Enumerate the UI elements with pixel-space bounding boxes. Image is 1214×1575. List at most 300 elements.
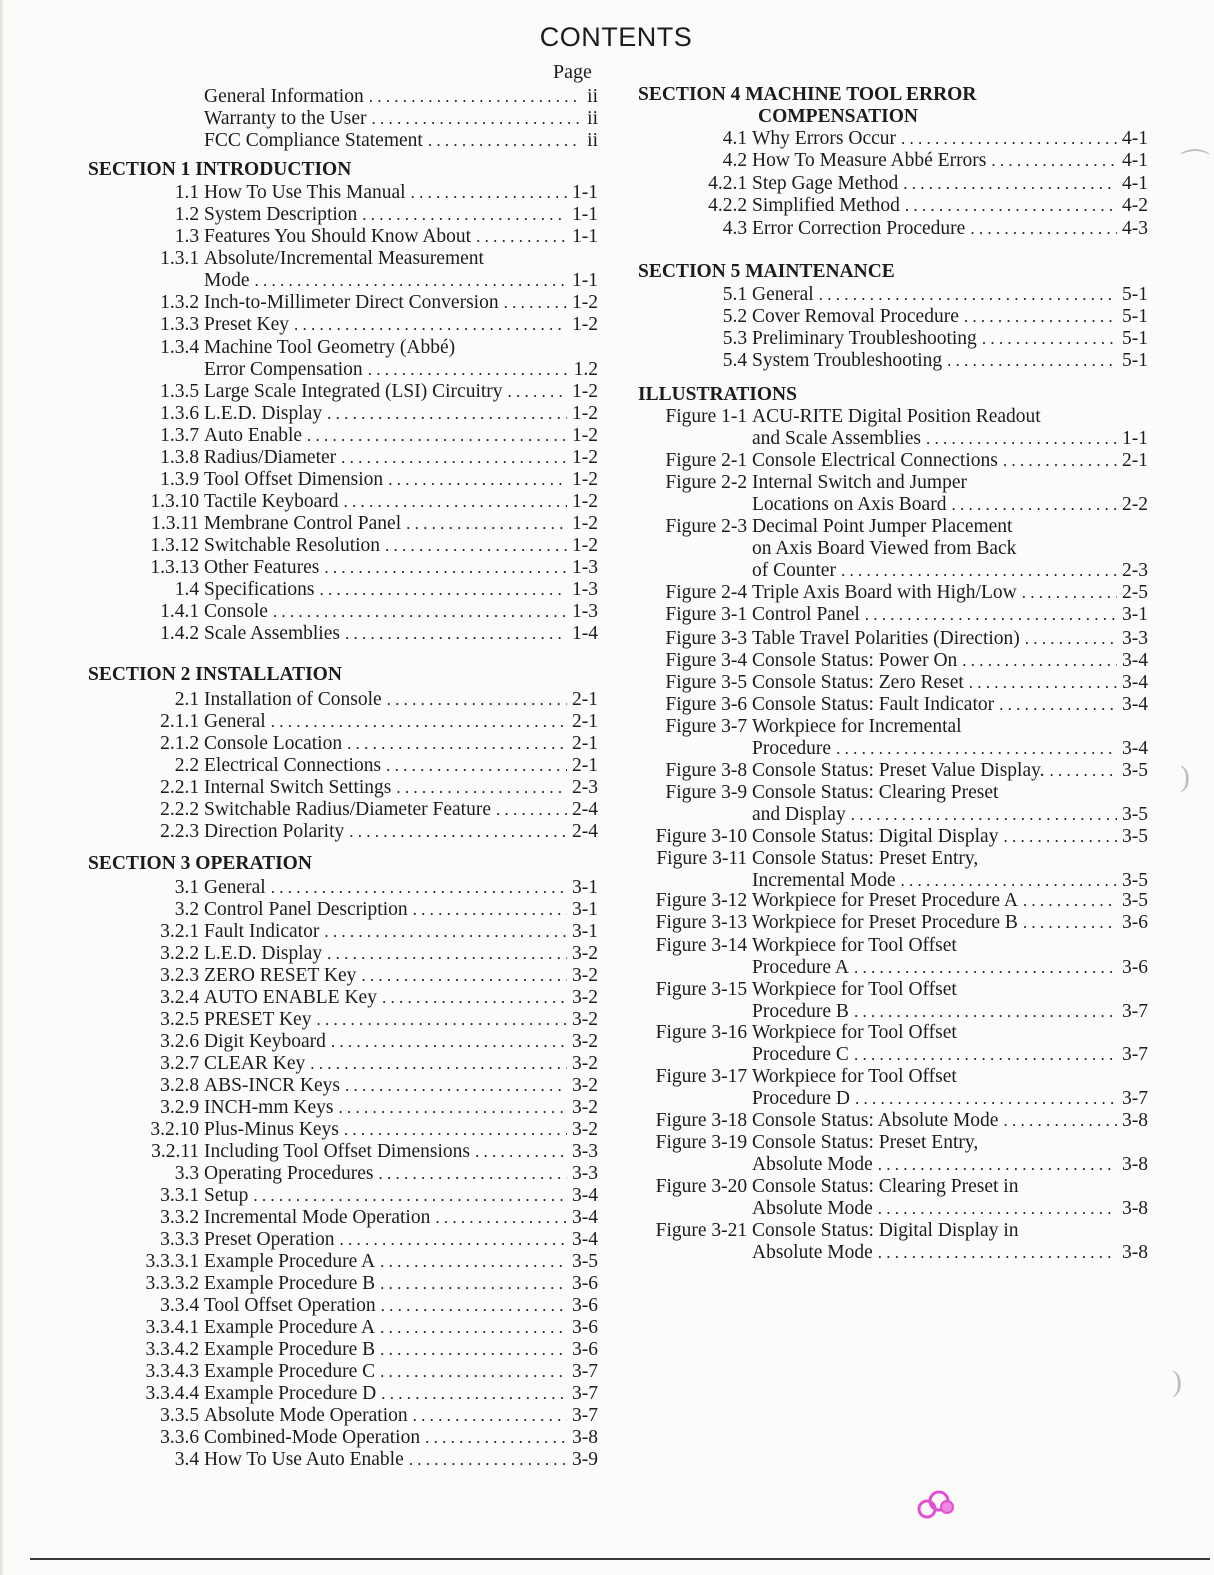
toc-entry bbox=[640, 628, 1148, 650]
dot-leader bbox=[378, 1163, 567, 1185]
entry-title: ZERO RESET Key bbox=[204, 965, 357, 986]
toc-entry bbox=[90, 821, 598, 843]
entry-title: INCH-mm Keys bbox=[204, 1097, 334, 1118]
entry-number: Figure 3-14 bbox=[655, 935, 748, 956]
toc-entry bbox=[90, 1295, 598, 1317]
entry-title: Workpiece for Tool Offset bbox=[752, 1066, 957, 1087]
entry-title: Procedure B bbox=[752, 1001, 849, 1022]
entry-number: 3.3.2 bbox=[160, 1207, 200, 1228]
entry-title: Absolute Mode bbox=[752, 1198, 873, 1219]
dot-leader bbox=[836, 738, 1117, 760]
entry-number: 4.3 bbox=[722, 218, 748, 239]
entry-page: 1-3 bbox=[572, 601, 598, 622]
entry-title: Absolute Mode bbox=[752, 1154, 873, 1175]
entry-number: 1.4 bbox=[174, 579, 200, 600]
entry-number: Figure 3-5 bbox=[665, 672, 748, 693]
toc-entry bbox=[90, 987, 598, 1009]
toc-entry bbox=[90, 1361, 598, 1383]
entry-number: 1.3.11 bbox=[151, 513, 200, 534]
entry-title: Error Correction Procedure bbox=[752, 218, 966, 239]
entry-number: Figure 3-18 bbox=[655, 1110, 748, 1131]
toc-section-heading bbox=[88, 853, 596, 875]
entry-page: 3-7 bbox=[1122, 1001, 1148, 1022]
entry-title: Machine Tool Geometry (Abbé) bbox=[204, 337, 456, 358]
entry-number: 3.3.4.2 bbox=[145, 1339, 200, 1360]
entry-number: 1.3.7 bbox=[160, 425, 200, 446]
entry-title: on Axis Board Viewed from Back bbox=[752, 538, 1017, 559]
entry-title: System Description bbox=[204, 204, 358, 225]
entry-title: Simplified Method bbox=[752, 195, 900, 216]
entry-number: 3.2.8 bbox=[160, 1075, 200, 1096]
dot-leader bbox=[349, 821, 567, 843]
dot-leader bbox=[969, 672, 1117, 694]
entry-title: Example Procedure A bbox=[204, 1251, 376, 1272]
entry-page: 3-2 bbox=[572, 1031, 598, 1052]
dot-leader bbox=[951, 494, 1117, 516]
toc-entry bbox=[640, 716, 1148, 738]
entry-title: Other Features bbox=[204, 557, 320, 578]
entry-number: 3.2.10 bbox=[150, 1119, 200, 1140]
entry-title: Example Procedure D bbox=[204, 1383, 377, 1404]
toc-entry bbox=[90, 965, 598, 987]
entry-number: Figure 2-1 bbox=[665, 450, 748, 471]
entry-number bbox=[90, 108, 204, 130]
entry-number: Figure 3-9 bbox=[665, 782, 748, 803]
dot-leader bbox=[854, 1001, 1117, 1023]
entry-title: Console Status: Fault Indicator bbox=[752, 694, 995, 715]
entry-page: 3-5 bbox=[1122, 890, 1148, 911]
section-title: SECTION 3 OPERATION bbox=[88, 853, 312, 874]
entry-title: Auto Enable bbox=[204, 425, 303, 446]
entry-number: Figure 3-17 bbox=[655, 1066, 748, 1087]
dot-leader bbox=[855, 1088, 1117, 1110]
toc-entry bbox=[90, 403, 598, 425]
dot-leader bbox=[865, 604, 1117, 626]
toc-entry bbox=[640, 582, 1148, 604]
dot-leader bbox=[380, 1251, 567, 1273]
entry-title: Example Procedure B bbox=[204, 1339, 376, 1360]
dot-leader bbox=[344, 491, 567, 513]
dot-leader bbox=[504, 292, 567, 314]
entry-page: 3-6 bbox=[1122, 957, 1148, 978]
dot-leader bbox=[368, 359, 569, 381]
toc-section-heading bbox=[758, 106, 1214, 128]
entry-page: 2-5 bbox=[1122, 582, 1148, 603]
toc-entry bbox=[90, 921, 598, 943]
entry-title: Cover Removal Procedure bbox=[752, 306, 959, 327]
toc-entry bbox=[640, 173, 1148, 195]
entry-page: 1.2 bbox=[573, 359, 598, 380]
entry-title: Tool Offset Operation bbox=[204, 1295, 376, 1316]
toc-entry bbox=[90, 130, 598, 152]
toc-entry-continuation bbox=[640, 1242, 1148, 1264]
dot-leader bbox=[409, 1449, 567, 1471]
toc-entry bbox=[90, 1405, 598, 1427]
entry-page: 5-1 bbox=[1122, 350, 1148, 371]
entry-title: Workpiece for Preset Procedure B bbox=[752, 912, 1018, 933]
toc-entry bbox=[90, 1273, 598, 1295]
dot-leader bbox=[947, 350, 1117, 372]
dot-leader bbox=[338, 1097, 567, 1119]
toc-entry bbox=[90, 1383, 598, 1405]
entry-page: 2-1 bbox=[572, 711, 598, 732]
entry-page: 1-1 bbox=[1122, 428, 1148, 449]
entry-page: 3-8 bbox=[1122, 1242, 1148, 1263]
entry-page: 3-6 bbox=[572, 1317, 598, 1338]
toc-entry bbox=[90, 314, 598, 336]
dot-leader bbox=[1003, 826, 1117, 848]
entry-title: Warranty to the User bbox=[204, 108, 367, 129]
entry-title: Workpiece for Tool Offset bbox=[752, 935, 957, 956]
entry-number: Figure 3-15 bbox=[655, 979, 748, 1000]
entry-page: 3-2 bbox=[572, 1075, 598, 1096]
entry-page: 3-8 bbox=[572, 1427, 598, 1448]
toc-entry bbox=[640, 516, 1148, 538]
dot-leader bbox=[970, 218, 1117, 240]
dot-leader bbox=[428, 130, 582, 152]
entry-number: 1.1 bbox=[174, 182, 200, 203]
entry-page: 5-1 bbox=[1122, 328, 1148, 349]
toc-entry-continuation bbox=[640, 738, 1148, 760]
entry-number: Figure 3-4 bbox=[665, 650, 748, 671]
entry-number: 3.2.7 bbox=[160, 1053, 200, 1074]
dot-leader bbox=[361, 965, 567, 987]
toc-entry bbox=[90, 899, 598, 921]
toc-entry bbox=[90, 1031, 598, 1053]
entry-page: 3-7 bbox=[572, 1383, 598, 1404]
dot-leader bbox=[425, 1427, 567, 1449]
entry-title: Console Status: Preset Value Display. bbox=[752, 760, 1045, 781]
entry-title: Console Location bbox=[204, 733, 343, 754]
dot-leader bbox=[878, 1154, 1117, 1176]
entry-page: ii bbox=[587, 108, 598, 129]
entry-number: 3.2.11 bbox=[151, 1141, 200, 1162]
entry-page: 1-1 bbox=[572, 226, 598, 247]
toc-entry bbox=[90, 711, 598, 733]
entry-page: 3-5 bbox=[1122, 804, 1148, 825]
toc-entry bbox=[640, 1022, 1148, 1044]
dot-leader bbox=[307, 425, 567, 447]
entry-title: Combined-Mode Operation bbox=[204, 1427, 421, 1448]
scan-mark: ⌒ bbox=[1180, 149, 1210, 182]
dot-leader bbox=[413, 899, 567, 921]
dot-leader bbox=[253, 1185, 567, 1207]
entry-page: 3-2 bbox=[572, 943, 598, 964]
dot-leader bbox=[854, 957, 1117, 979]
entry-number: 3.3.5 bbox=[160, 1405, 200, 1426]
entry-number: 2.1.2 bbox=[160, 733, 200, 754]
dot-leader bbox=[324, 557, 567, 579]
entry-title: AUTO ENABLE Key bbox=[204, 987, 377, 1008]
entry-page: 3-9 bbox=[572, 1449, 598, 1470]
toc-entry bbox=[640, 979, 1148, 1001]
toc-entry-continuation bbox=[640, 804, 1148, 826]
toc-entry bbox=[90, 182, 598, 204]
dot-leader bbox=[362, 204, 567, 226]
entry-number: 4.2 bbox=[722, 150, 748, 171]
entry-title: System Troubleshooting bbox=[752, 350, 943, 371]
entry-page: 3-3 bbox=[1122, 628, 1148, 649]
dot-leader bbox=[396, 777, 567, 799]
toc-entry bbox=[90, 337, 598, 359]
entry-title: Membrane Control Panel bbox=[204, 513, 402, 534]
entry-page: 5-1 bbox=[1122, 284, 1148, 305]
entry-title: Switchable Resolution bbox=[204, 535, 381, 556]
entry-number: 1.3.6 bbox=[160, 403, 200, 424]
entry-page: 1-1 bbox=[572, 182, 598, 203]
entry-number: 4.2.2 bbox=[708, 195, 748, 216]
toc-entry-continuation bbox=[640, 1088, 1148, 1110]
entry-page: 3-2 bbox=[572, 965, 598, 986]
dot-leader bbox=[854, 1044, 1117, 1066]
dot-leader bbox=[1003, 1110, 1117, 1132]
entry-page: 3-1 bbox=[572, 899, 598, 920]
toc-entry bbox=[90, 535, 598, 557]
dot-leader bbox=[331, 1031, 567, 1053]
entry-page: 3-3 bbox=[572, 1163, 598, 1184]
entry-page: 1-2 bbox=[572, 491, 598, 512]
toc-entry bbox=[90, 1185, 598, 1207]
toc-entry bbox=[90, 491, 598, 513]
toc-entry bbox=[90, 777, 598, 799]
entry-title: Workpiece for Tool Offset bbox=[752, 979, 957, 1000]
entry-title: Procedure bbox=[752, 738, 832, 759]
dot-leader bbox=[841, 560, 1117, 582]
entry-number bbox=[90, 86, 204, 108]
entry-page: 1-2 bbox=[572, 292, 598, 313]
dot-leader bbox=[327, 403, 567, 425]
toc-entry bbox=[640, 1110, 1148, 1132]
dot-leader bbox=[345, 623, 567, 645]
dot-leader bbox=[991, 150, 1117, 172]
entry-title: Console Status: Preset Entry, bbox=[752, 1132, 979, 1153]
entry-number: Figure 3-12 bbox=[655, 890, 748, 911]
dot-leader bbox=[999, 694, 1117, 716]
entry-page: 1-2 bbox=[572, 469, 598, 490]
toc-section-heading bbox=[88, 664, 596, 686]
entry-number bbox=[90, 130, 204, 152]
entry-title: Setup bbox=[204, 1185, 249, 1206]
entry-title: Specifications bbox=[204, 579, 315, 600]
entry-page: 3-2 bbox=[572, 1053, 598, 1074]
entry-number: 5.1 bbox=[722, 284, 748, 305]
entry-number: 1.2 bbox=[174, 204, 200, 225]
entry-title: Table Travel Polarities (Direction) bbox=[752, 628, 1020, 649]
entry-page: 3-2 bbox=[572, 1119, 598, 1140]
entry-title: Console Electrical Connections bbox=[752, 450, 998, 471]
toc-section-heading bbox=[88, 159, 596, 181]
entry-number: Figure 3-20 bbox=[655, 1176, 748, 1197]
dot-leader bbox=[903, 173, 1117, 195]
entry-title: General Information bbox=[204, 86, 364, 107]
entry-title: Example Procedure A bbox=[204, 1317, 376, 1338]
entry-page: 1-3 bbox=[572, 579, 598, 600]
entry-page: 3-7 bbox=[572, 1405, 598, 1426]
toc-entry bbox=[90, 381, 598, 403]
entry-title: Internal Switch Settings bbox=[204, 777, 392, 798]
entry-title: Example Procedure C bbox=[204, 1361, 376, 1382]
entry-title: Large Scale Integrated (LSI) Circuitry bbox=[204, 381, 503, 402]
toc-entry-continuation bbox=[640, 560, 1148, 582]
entry-title: Console Status: Clearing Preset bbox=[752, 782, 999, 803]
entry-title: CLEAR Key bbox=[204, 1053, 306, 1074]
entry-title: Workpiece for Incremental bbox=[752, 716, 962, 737]
entry-title: Fault Indicator bbox=[204, 921, 320, 942]
entry-title: Decimal Point Jumper Placement bbox=[752, 516, 1013, 537]
toc-entry bbox=[640, 760, 1148, 782]
entry-number: 1.4.2 bbox=[160, 623, 200, 644]
entry-number: Figure 3-8 bbox=[665, 760, 748, 781]
entry-page: 3-4 bbox=[1122, 672, 1148, 693]
entry-title: General bbox=[204, 711, 266, 732]
dot-leader bbox=[901, 128, 1117, 150]
entry-page: 3-5 bbox=[572, 1251, 598, 1272]
entry-number: Figure 3-10 bbox=[655, 826, 748, 847]
entry-title: Error Compensation bbox=[204, 359, 363, 380]
dot-leader bbox=[380, 1361, 567, 1383]
scan-mark: ) bbox=[1172, 1365, 1182, 1398]
toc-entry bbox=[90, 1251, 598, 1273]
entry-number: 1.3.8 bbox=[160, 447, 200, 468]
toc-entry bbox=[640, 328, 1148, 350]
toc-entry bbox=[90, 1053, 598, 1075]
toc-section-heading bbox=[638, 384, 1146, 406]
entry-page: 3-4 bbox=[572, 1229, 598, 1250]
entry-title: Switchable Radius/Diameter Feature bbox=[204, 799, 491, 820]
dot-leader bbox=[413, 1405, 567, 1427]
entry-page: 3-1 bbox=[572, 921, 598, 942]
entry-number: Figure 3-13 bbox=[655, 912, 748, 933]
entry-title: Procedure A bbox=[752, 957, 849, 978]
section-title: SECTION 2 INSTALLATION bbox=[88, 664, 342, 685]
toc-entry bbox=[90, 469, 598, 491]
entry-number: 1.4.1 bbox=[160, 601, 200, 622]
entry-title: Direction Polarity bbox=[204, 821, 345, 842]
toc-entry bbox=[640, 195, 1148, 217]
toc-entry bbox=[640, 935, 1148, 957]
entry-title: How To Use Auto Enable bbox=[204, 1449, 404, 1470]
entry-title: Step Gage Method bbox=[752, 173, 899, 194]
toc-entry bbox=[90, 557, 598, 579]
entry-title: Internal Switch and Jumper bbox=[752, 472, 967, 493]
toc-entry-continuation bbox=[640, 428, 1148, 450]
toc-entry bbox=[90, 601, 598, 623]
entry-number: Figure 2-4 bbox=[665, 582, 748, 603]
entry-number: Figure 3-1 bbox=[665, 604, 748, 625]
entry-number: 2.2.2 bbox=[160, 799, 200, 820]
entry-page: 2-3 bbox=[1122, 560, 1148, 581]
toc-entry bbox=[90, 799, 598, 821]
entry-page: 3-3 bbox=[572, 1141, 598, 1162]
entry-title: Inch-to-Millimeter Direct Conversion bbox=[204, 292, 499, 313]
dot-leader bbox=[878, 1198, 1117, 1220]
dot-leader bbox=[382, 987, 567, 1009]
entry-title: Mode bbox=[204, 270, 250, 291]
entry-page: 2-1 bbox=[572, 689, 598, 710]
entry-page: 3-5 bbox=[1122, 760, 1148, 781]
entry-title: and Scale Assemblies bbox=[752, 428, 921, 449]
entry-page: 4-1 bbox=[1122, 150, 1148, 171]
entry-number: 1.3 bbox=[174, 226, 200, 247]
toc-entry bbox=[90, 292, 598, 314]
entry-title: Incremental Mode Operation bbox=[204, 1207, 431, 1228]
toc-entry bbox=[640, 406, 1148, 428]
entry-title: Console Status: Digital Display in bbox=[752, 1220, 1019, 1241]
entry-page: 3-8 bbox=[1122, 1154, 1148, 1175]
entry-page: 3-6 bbox=[1122, 912, 1148, 933]
toc-entry bbox=[640, 672, 1148, 694]
dot-leader bbox=[851, 804, 1117, 826]
toc-entry bbox=[640, 150, 1148, 172]
dot-leader bbox=[1023, 912, 1117, 934]
toc-entry bbox=[640, 472, 1148, 494]
entry-page: 1-1 bbox=[572, 270, 598, 291]
entry-number: 3.2.2 bbox=[160, 943, 200, 964]
entry-number: 1.3.13 bbox=[150, 557, 200, 578]
entry-title: Control Panel bbox=[752, 604, 860, 625]
toc-entry bbox=[640, 1176, 1148, 1198]
toc-entry bbox=[90, 579, 598, 601]
entry-page: 3-6 bbox=[572, 1295, 598, 1316]
entry-number: 3.2.4 bbox=[160, 987, 200, 1008]
toc-entry bbox=[90, 425, 598, 447]
entry-number: 3.3.1 bbox=[160, 1185, 200, 1206]
dot-leader bbox=[316, 1009, 567, 1031]
page-title: CONTENTS bbox=[539, 22, 693, 52]
entry-title: Procedure D bbox=[752, 1088, 851, 1109]
entry-title: How To Use This Manual bbox=[204, 182, 406, 203]
entry-title: ABS-INCR Keys bbox=[204, 1075, 340, 1096]
entry-number: 3.3.3 bbox=[160, 1229, 200, 1250]
entry-title: Tactile Keyboard bbox=[204, 491, 339, 512]
toc-entry bbox=[90, 877, 598, 899]
entry-number: 3.1 bbox=[174, 877, 200, 898]
entry-number: 3.2.3 bbox=[160, 965, 200, 986]
entry-page: 2-1 bbox=[572, 755, 598, 776]
entry-title: of Counter bbox=[752, 560, 836, 581]
entry-title: L.E.D. Display bbox=[204, 943, 323, 964]
entry-number: 3.2 bbox=[174, 899, 200, 920]
entry-number: 3.2.5 bbox=[160, 1009, 200, 1030]
toc-entry bbox=[640, 826, 1148, 848]
entry-page: 3-6 bbox=[572, 1339, 598, 1360]
entry-title: Absolute/Incremental Measurement bbox=[204, 248, 484, 269]
entry-page: 3-8 bbox=[1122, 1110, 1148, 1131]
entry-page: 4-3 bbox=[1122, 218, 1148, 239]
entry-page: 2-2 bbox=[1122, 494, 1148, 515]
toc-entry bbox=[640, 1220, 1148, 1242]
toc-entry bbox=[90, 1207, 598, 1229]
entry-page: 3-5 bbox=[1122, 870, 1148, 891]
dot-leader bbox=[369, 86, 582, 108]
entry-title: General bbox=[752, 284, 814, 305]
entry-page: 1-3 bbox=[572, 557, 598, 578]
entry-number: Figure 2-3 bbox=[665, 516, 748, 537]
entry-page: 2-4 bbox=[572, 821, 598, 842]
toc-entry bbox=[90, 108, 598, 130]
entry-title: L.E.D. Display bbox=[204, 403, 323, 424]
toc-entry bbox=[90, 1317, 598, 1339]
entry-number: 3.2.9 bbox=[160, 1097, 200, 1118]
entry-page: 4-2 bbox=[1122, 195, 1148, 216]
entry-title: How To Measure Abbé Errors bbox=[752, 150, 987, 171]
dot-leader bbox=[340, 1229, 567, 1251]
entry-number: 1.3.9 bbox=[160, 469, 200, 490]
entry-page: 3-7 bbox=[572, 1361, 598, 1382]
entry-title: Preset Operation bbox=[204, 1229, 335, 1250]
entry-number: 3.3.3.2 bbox=[145, 1273, 200, 1294]
dot-leader bbox=[962, 650, 1117, 672]
